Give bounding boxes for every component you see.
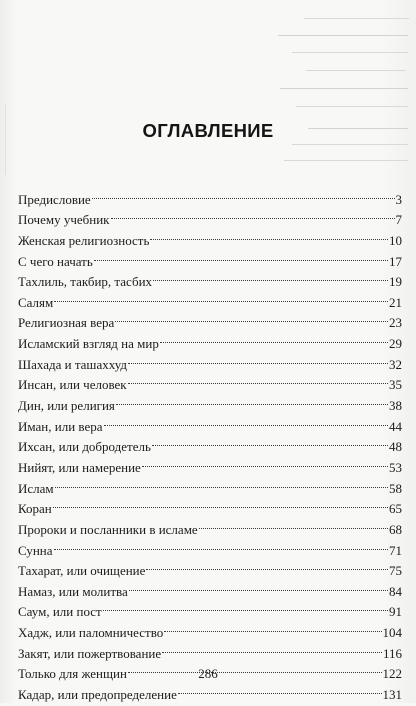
toc-entry-title: Саум, или пост	[18, 604, 102, 620]
show-through-text	[246, 0, 416, 180]
toc-entry-title: Только для женщин	[18, 666, 127, 682]
toc-dot-leader	[54, 534, 388, 555]
toc-entry-title: Кадар, или предопределение	[18, 687, 177, 703]
toc-entry-page: 84	[389, 583, 402, 599]
toc-dot-leader	[129, 575, 388, 596]
toc-entry	[18, 493, 402, 517]
toc-entry-page: 104	[382, 625, 402, 641]
toc-entry-title: Предисловие	[18, 191, 91, 207]
toc-entry-title: Ислам	[18, 480, 54, 496]
toc-entry-title: Нийят, или намерение	[18, 459, 141, 475]
toc-dot-leader	[94, 245, 388, 266]
toc-entry	[18, 307, 402, 331]
toc-entry-page: 68	[389, 521, 402, 537]
toc-entry-page: 122	[382, 666, 402, 682]
toc-dot-leader	[111, 204, 395, 225]
table-of-contents	[18, 183, 402, 703]
toc-entry-page: 17	[389, 253, 402, 269]
toc-entry-page: 131	[382, 687, 402, 703]
toc-dot-leader	[160, 327, 388, 348]
toc-entry-title: Исламский взгляд на мир	[18, 336, 159, 352]
toc-entry-page: 21	[389, 294, 402, 310]
toc-entry-title: Иман, или вера	[18, 418, 103, 434]
toc-dot-leader	[128, 369, 388, 390]
toc-entry-page: 35	[389, 377, 402, 393]
toc-dot-leader	[162, 637, 382, 658]
toc-entry-page: 53	[389, 459, 402, 475]
toc-entry-page: 10	[389, 232, 402, 248]
toc-entry-page: 71	[389, 542, 402, 558]
toc-entry-page: 29	[389, 336, 402, 352]
toc-entry	[18, 472, 402, 496]
toc-entry-title: Намаз, или молитва	[18, 583, 128, 599]
toc-entry	[18, 513, 402, 537]
toc-entry-page: 32	[389, 356, 402, 372]
toc-entry-page: 58	[389, 480, 402, 496]
toc-entry-title: Инсан, или человек	[18, 377, 127, 393]
toc-entry-page: 91	[389, 604, 402, 620]
toc-entry-page: 116	[382, 645, 402, 661]
toc-entry-title: Религиозная вера	[18, 315, 115, 331]
toc-dot-leader	[152, 431, 388, 452]
toc-entry-title: Женская религиозность	[18, 232, 150, 248]
toc-dot-leader	[115, 307, 388, 328]
toc-entry-page: 19	[389, 274, 402, 290]
toc-entry-title: Шахада и ташаххуд	[18, 356, 128, 372]
toc-entry-title: Закят, или пожертвование	[18, 645, 162, 661]
toc-entry-page: 48	[389, 439, 402, 455]
toc-entry-title: Тахлиль, такбир, тасбих	[18, 274, 153, 290]
toc-entry-page: 23	[389, 315, 402, 331]
toc-entry-title: Сунна	[18, 542, 53, 558]
toc-dot-leader	[53, 493, 388, 514]
toc-heading: ОГЛАВЛЕНИЕ	[142, 120, 274, 141]
toc-entry	[18, 286, 402, 310]
toc-dot-leader	[55, 472, 388, 493]
toc-entry-page: 7	[395, 212, 402, 228]
toc-entry	[18, 555, 402, 579]
toc-entry-title: Дин, или религия	[18, 398, 115, 414]
toc-dot-leader	[153, 266, 388, 287]
toc-dot-leader	[142, 451, 388, 472]
toc-entry-page: 3	[395, 191, 402, 207]
toc-entry-title: Пророки и посланники в исламе	[18, 521, 198, 537]
toc-entry-title: Хадж, или паломничество	[18, 625, 164, 641]
toc-dot-leader	[116, 389, 388, 410]
toc-entry	[18, 183, 402, 207]
toc-entry-page: 38	[389, 398, 402, 414]
toc-entry-title: Ихсан, или добродетель	[18, 439, 151, 455]
toc-dot-leader	[150, 224, 388, 245]
toc-dot-leader	[54, 286, 388, 307]
toc-entry-title: Салям	[18, 294, 54, 310]
toc-dot-leader	[104, 410, 388, 431]
toc-entry-title: С чего начать	[18, 253, 93, 269]
toc-entry	[18, 534, 402, 558]
toc-entry-title: Коран	[18, 501, 52, 517]
toc-dot-leader	[146, 555, 388, 576]
toc-dot-leader	[103, 596, 388, 617]
toc-entry-title: Почему учебник	[18, 212, 110, 228]
toc-entry-page: 75	[389, 563, 402, 579]
toc-dot-leader	[199, 513, 388, 534]
toc-entry-page: 65	[389, 501, 402, 517]
toc-entry-page: 44	[389, 418, 402, 434]
toc-entry-title: Тахарат, или очищение	[18, 563, 146, 579]
toc-dot-leader	[164, 616, 381, 637]
page-number: 286	[198, 666, 218, 681]
toc-dot-leader	[92, 183, 395, 204]
toc-dot-leader	[128, 348, 388, 369]
